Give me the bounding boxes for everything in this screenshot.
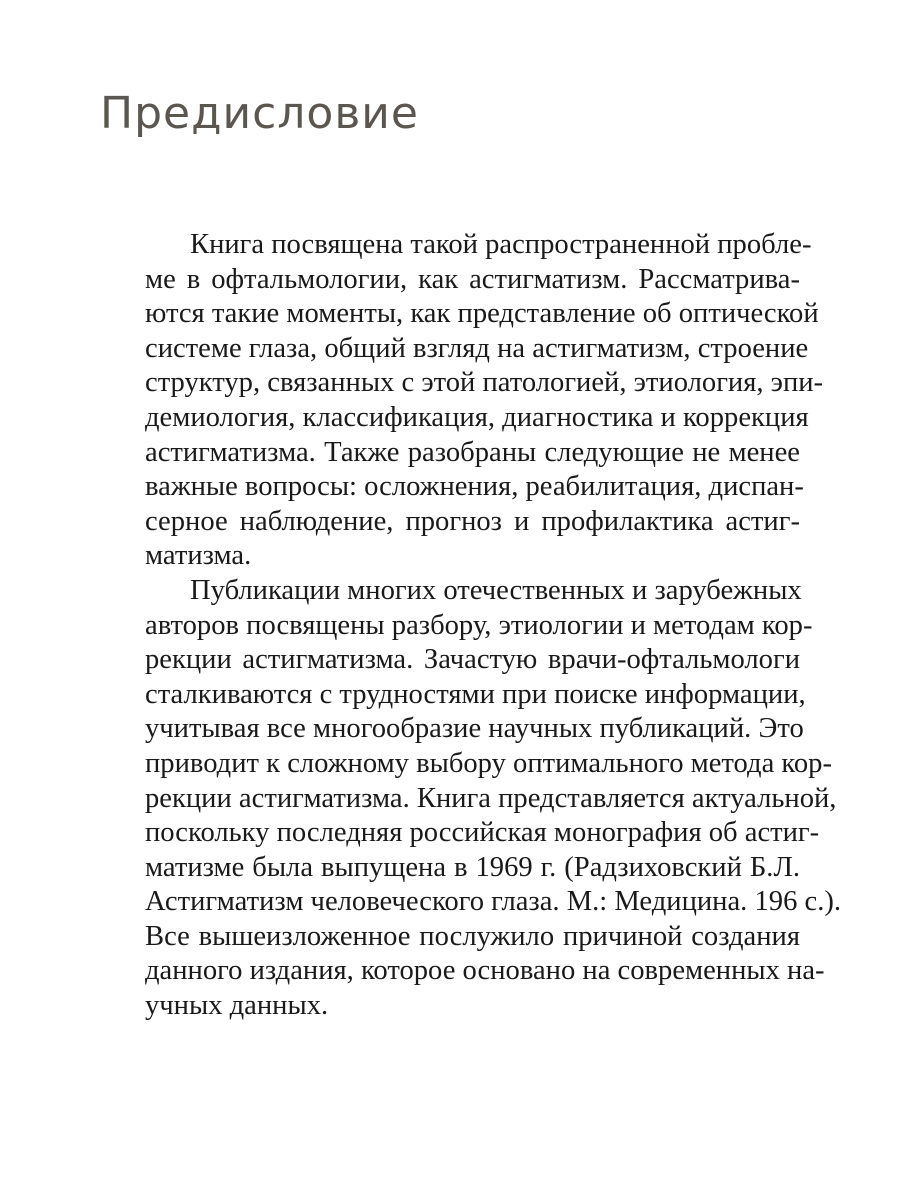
text-line: приводит к сложному выбору оптимального метода кор- <box>145 747 832 779</box>
text-line: ются такие моменты, как представление об оптической <box>145 298 819 330</box>
text-line: поскольку последняя российская монография об астиг- <box>145 817 820 849</box>
text-line: ме в офтальмологии, как астигматизм. Рассматрива- <box>145 263 800 295</box>
text-line: системе глаза, общий взгляд на астигматизм, строение <box>145 332 809 364</box>
text-line: учных данных. <box>145 990 329 1022</box>
paragraph-1 <box>100 228 824 574</box>
text-line: демиология, классификация, диагностика и коррекция <box>145 401 809 433</box>
text-line: авторов посвящены разбору, этиологии и методам кор- <box>145 609 813 641</box>
text-line: рекции астигматизма. Книга представляется актуальной, <box>145 782 837 814</box>
text-line: матизма. <box>145 540 252 572</box>
text-line: астигматизма. Также разобраны следующие не менее <box>145 436 800 468</box>
paragraph-2 <box>100 574 842 1024</box>
text-line: Все вышеизложенное послужило причиной создания <box>145 920 800 952</box>
text-line: данного издания, которое основано на современных на- <box>145 955 825 987</box>
text-line: Публикации многих отечественных и зарубежных <box>190 574 802 606</box>
text-line: сталкиваются с трудностями при поиске информации, <box>145 678 806 710</box>
text-line: Книга посвящена такой распространенной пробле- <box>190 229 812 260</box>
text-line: учитывая все многообразие научных публикаций. Это <box>145 713 804 745</box>
page-title: Предисловие <box>100 88 419 139</box>
preface-body <box>100 228 842 1024</box>
text-line: матизме была выпущена в 1969 г. (Радзиховский Б.Л. <box>145 851 800 883</box>
text-line: структур, связанных с этой патологией, этиология, эпи- <box>145 367 824 399</box>
text-line: рекции астигматизма. Зачастую врачи-офтальмологи <box>145 644 800 676</box>
text-line: важные вопросы: осложнения, реабилитация, диспан- <box>145 471 804 503</box>
text-line: серное наблюдение, прогноз и профилактика астиг- <box>145 505 800 537</box>
text-line: Астигматизм человеческого глаза. М.: Медицина. 196 с.). <box>145 886 842 918</box>
